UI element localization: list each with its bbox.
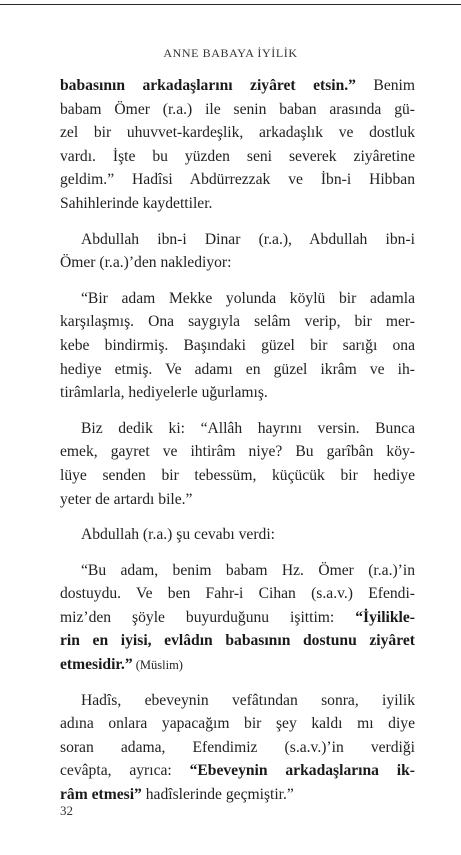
page-number: 32 — [60, 803, 73, 818]
text-line: geldim.” Hadîsi Abdürrezzak ve İbn-i Hibban — [60, 171, 415, 189]
text-line: “Bir adam Mekke yolunda köylü bir adamla — [81, 289, 415, 307]
text-line: emek, gayret ve ihtirâm niye? Bu garîbân köy- — [60, 443, 415, 461]
paragraph-6 — [60, 559, 415, 677]
paragraph-3 — [60, 287, 415, 405]
text-line: zel bir uhuvvet-kardeşlik, arkadaşlık ve dostluk — [60, 124, 415, 142]
text-line: kebe bindirmiş. Başındaki güzel bir sarığı ona — [60, 336, 415, 354]
text-line: Sahihlerinde kaydettiler. — [60, 194, 213, 212]
text-line — [60, 629, 415, 653]
top-rule — [0, 4, 461, 5]
text-line: yeter de artardı bile.” — [60, 490, 193, 508]
bold-hadith: etmesidir.” — [60, 656, 133, 674]
text-line: Hadîs, ebeveynin vefâtından sonra, iyilik — [81, 691, 415, 709]
text-line: Abdullah ibn-i Dinar (r.a.), Abdullah ibn-i — [81, 230, 415, 248]
text-line: “Bu adam, benim babam Hz. Ömer (r.a.)’in — [81, 561, 415, 579]
paragraph-2 — [60, 228, 415, 275]
text-line: lüye senden bir tebessüm, küçücük bir hediye — [60, 466, 415, 484]
text-line: cevâpta, ayrıca: “Ebeveynin arkadaşlarına ik- — [60, 762, 415, 780]
text-line: adına onlara yapacağım bir şey kaldı mı diye — [60, 715, 415, 733]
bold-hadith: râm etmesi” — [60, 786, 142, 804]
text-line: soran adama, Efendimiz (s.a.v.)’in verdiği — [60, 738, 415, 756]
paragraph-4 — [60, 417, 415, 511]
text-line: vardı. İşte bu yüzden seni severek ziyâretine — [60, 147, 415, 165]
body-text — [60, 74, 415, 807]
bold-hadith: rin en iyisi, evlâdın babasının dostunu ziyâret — [60, 632, 415, 650]
bold-quote: babasının arkadaşlarını ziyâret etsin.” — [60, 77, 356, 94]
text-line: Biz dedik ki: “Allâh hayrını versin. Bunca — [81, 419, 415, 437]
text-line: babasının arkadaşlarını ziyâret etsin.” Benim — [60, 77, 415, 94]
text-line: miz’den şöyle buyurduğunu işittim: “İyilikle- — [60, 608, 415, 626]
paragraph-1 — [60, 74, 415, 216]
running-head: ANNE BABAYA İYİLİK — [163, 46, 298, 60]
text-line: babam Ömer (r.a.) ile senin baban arasında gü- — [60, 100, 415, 118]
text-line: dostuydu. Ve ben Fahr-i Cihan (s.a.v.) Efendi- — [60, 585, 415, 603]
text-line: karşılaşmış. Ona saygıyla selâm verip, bir mer- — [60, 313, 415, 331]
text-line: Ömer (r.a.)’den naklediyor: — [60, 254, 232, 272]
paragraph-5 — [60, 523, 415, 547]
paragraph-7 — [60, 689, 415, 807]
text-line: râm etmesi” hadîslerinde geçmiştir.” — [60, 786, 294, 804]
bold-hadith: “İyilikle- — [355, 608, 415, 626]
text-line: hediye etmiş. Ve adamı en güzel ikrâm ve ih- — [60, 360, 415, 378]
text-line — [60, 653, 415, 677]
text-line: tirâmlarla, hediyelerle uğurlamış. — [60, 384, 268, 402]
bold-hadith: “Ebeveynin arkadaşlarına ik- — [189, 762, 415, 780]
text-line: Abdullah (r.a.) şu cevabı verdi: — [81, 526, 275, 544]
source-citation: (Müslim) — [132, 658, 183, 673]
